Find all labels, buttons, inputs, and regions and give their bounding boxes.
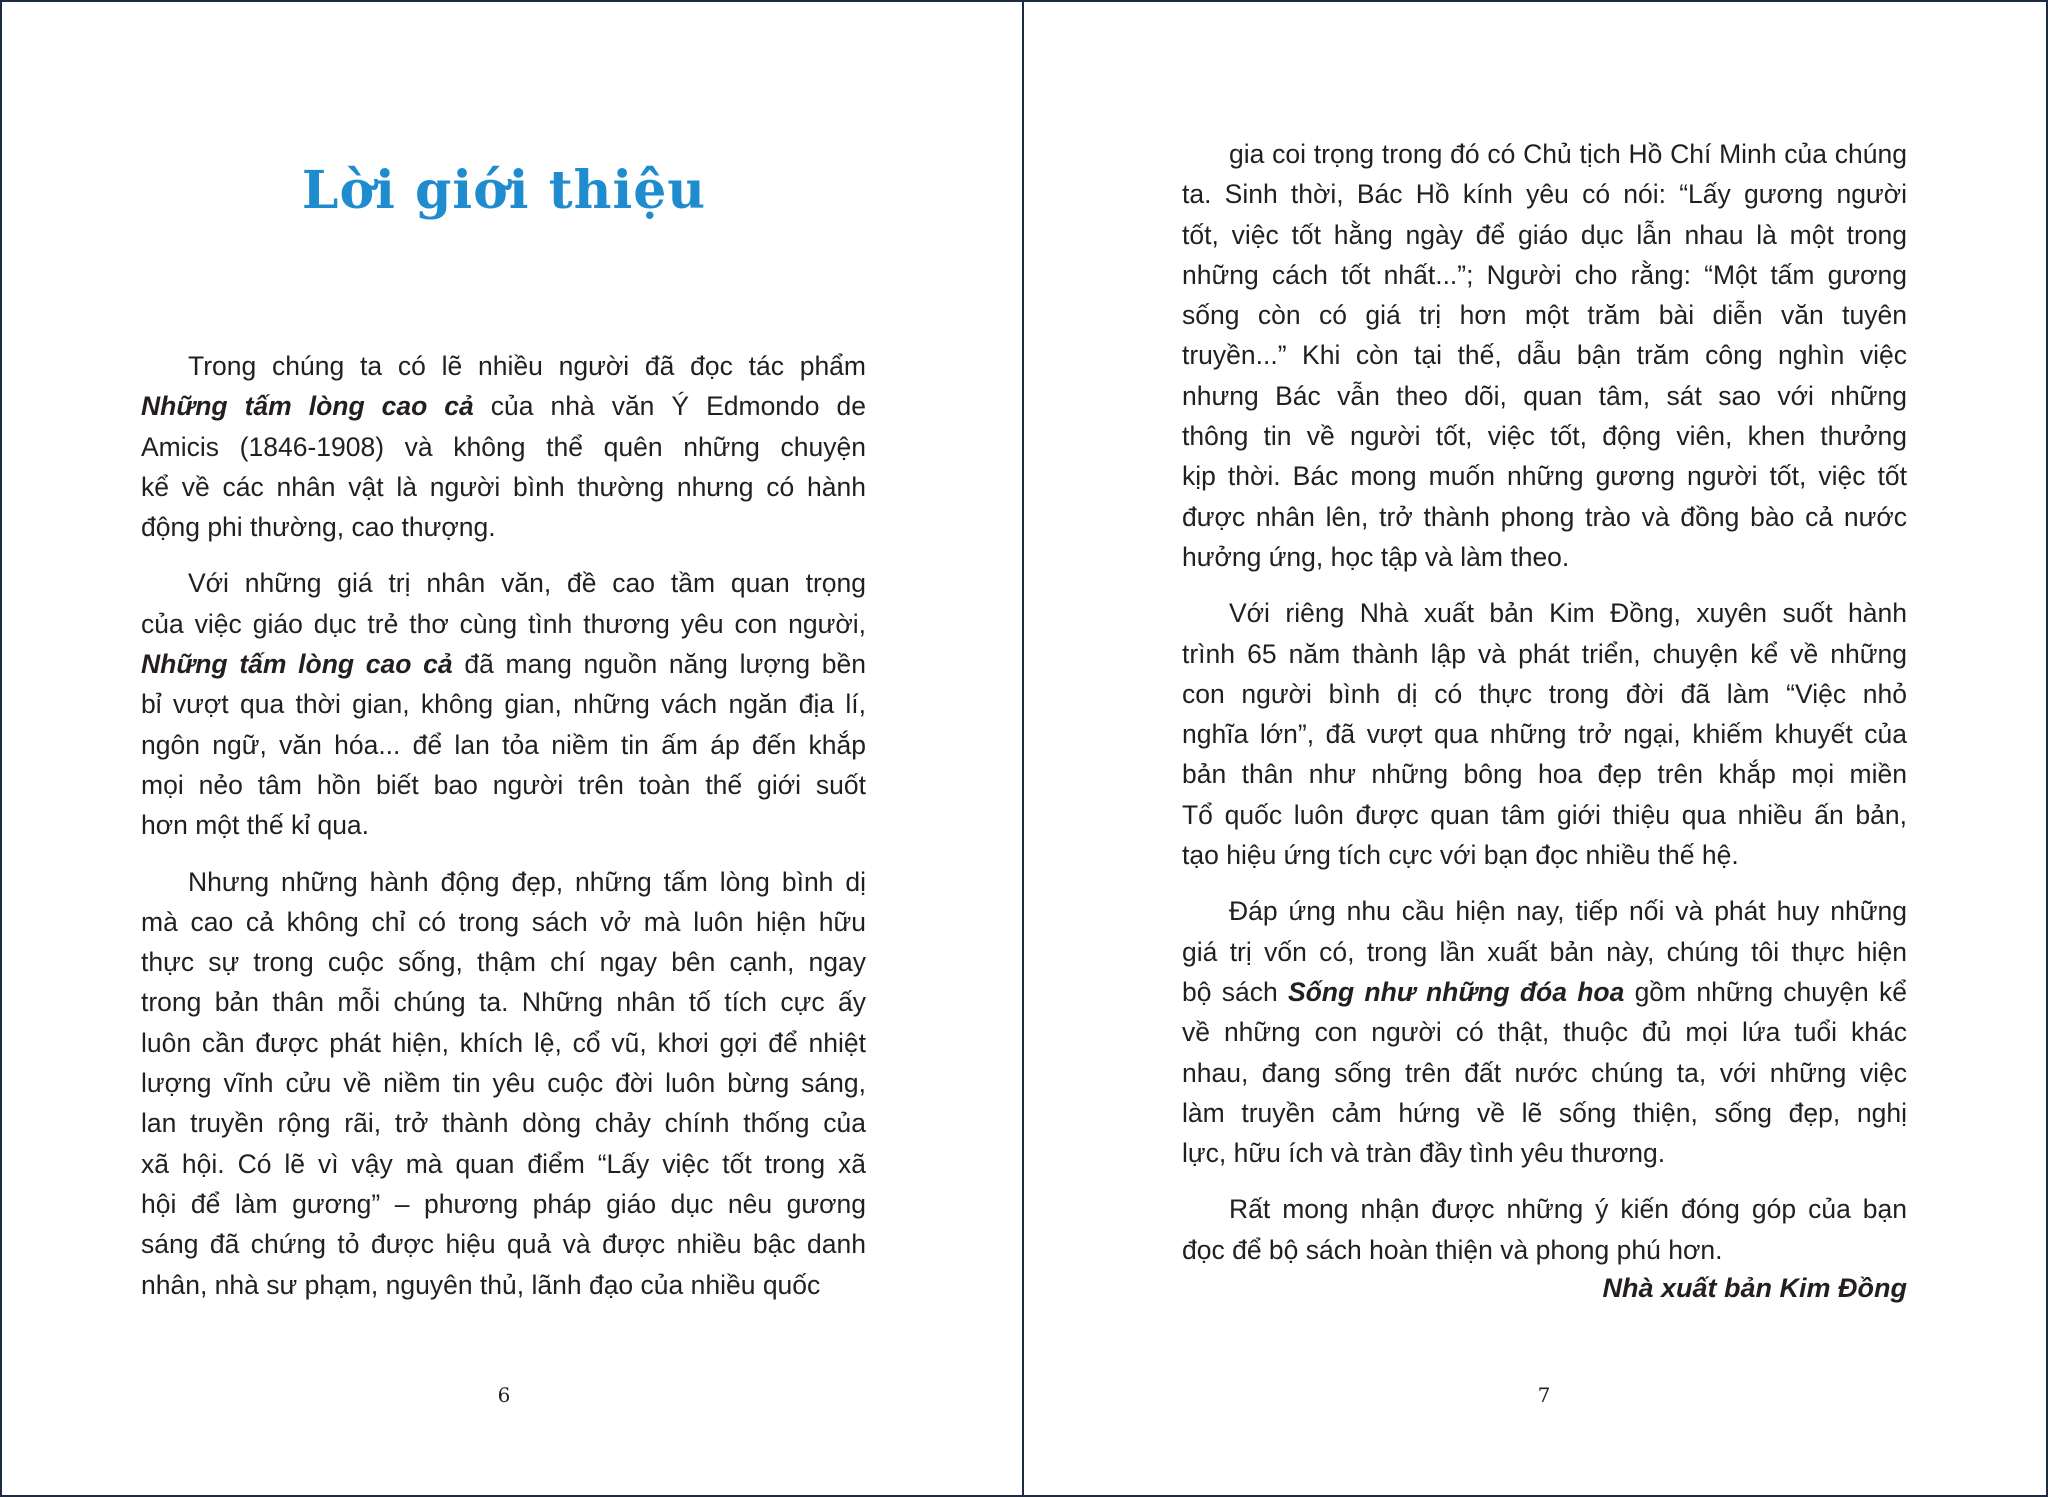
text-segment: Rất mong nhận được những ý kiến đóng góp của bạn bbox=[1229, 1194, 1907, 1225]
text-line bbox=[1182, 634, 1907, 674]
text-line bbox=[141, 942, 866, 982]
text-segment: mà cao cả không chỉ có trong sách vở mà luôn hiện hữu bbox=[141, 906, 866, 937]
text-segment: làm truyền cảm hứng về lẽ sống thiện, sống đẹp, nghị bbox=[1182, 1097, 1907, 1128]
text-segment: những cách tốt nhất...”; Người cho rằng: “Một tấm gương bbox=[1182, 259, 1907, 290]
paragraph bbox=[141, 862, 866, 1305]
text-line bbox=[1182, 593, 1907, 633]
text-line bbox=[141, 1103, 866, 1143]
text-segment: truyền...” Khi còn tại thế, dẫu bận trăm công nghìn việc bbox=[1182, 340, 1907, 371]
text-segment: sống còn có giá trị hơn một trăm bài diễn văn tuyên bbox=[1182, 300, 1907, 331]
book-spine-divider bbox=[1022, 0, 1024, 1497]
text-segment: hội để làm gương” – phương pháp giáo dục nêu gương bbox=[141, 1188, 866, 1219]
text-segment: Amicis (1846-1908) và không thể quên những chuyện bbox=[141, 431, 866, 462]
text-line bbox=[1182, 1093, 1907, 1133]
text-line bbox=[1182, 174, 1907, 214]
text-line bbox=[141, 765, 866, 805]
text-segment: Tổ quốc luôn được quan tâm giới thiệu qua nhiều ấn bản, bbox=[1182, 799, 1907, 830]
text-segment: xã hội. Có lẽ vì vậy mà quan điểm “Lấy việc tốt trong xã bbox=[141, 1148, 866, 1179]
text-segment: luôn cần được phát hiện, khích lệ, cổ vũ, khơi gợi để nhiệt bbox=[141, 1027, 866, 1058]
page-number-right: 7 bbox=[1537, 1383, 1551, 1407]
text-segment: gồm những chuyện kể bbox=[1624, 976, 1907, 1007]
text-segment: Với những giá trị nhân văn, đề cao tầm quan trọng bbox=[188, 568, 866, 599]
publisher-signature: Nhà xuất bản Kim Đồng bbox=[1602, 1273, 1907, 1303]
text-segment: lượng vĩnh cửu về niềm tin yêu cuộc đời luôn bừng sáng, bbox=[141, 1068, 866, 1099]
text-segment: hơn một thế kỉ qua. bbox=[141, 810, 370, 841]
text-line bbox=[1182, 1230, 1907, 1270]
text-line bbox=[141, 507, 866, 547]
text-segment: thông tin về người tốt, việc tốt, động viên, khen thưởng bbox=[1182, 421, 1907, 452]
text-line bbox=[1182, 1053, 1907, 1093]
right-page-body bbox=[1182, 134, 1907, 1286]
text-segment: nhân, nhà sư phạm, nguyên thủ, lãnh đạo của nhiều quốc bbox=[141, 1269, 821, 1300]
text-line bbox=[141, 862, 866, 902]
text-segment: giá trị vốn có, trong lần xuất bản này, chúng tôi thực hiện bbox=[1182, 936, 1907, 967]
text-segment: được nhân lên, trở thành phong trào và đồng bào cả nước bbox=[1182, 501, 1907, 532]
text-line bbox=[1182, 134, 1907, 174]
text-segment: Với riêng Nhà xuất bản Kim Đồng, xuyên suốt hành bbox=[1229, 598, 1907, 629]
text-segment: về những con người có thật, thuộc đủ mọi lứa tuổi khác bbox=[1182, 1017, 1907, 1048]
left-page-body bbox=[141, 346, 866, 1321]
paragraph bbox=[141, 563, 866, 845]
text-segment: động phi thường, cao thượng. bbox=[141, 512, 496, 543]
page-title: Lời giới thiệu bbox=[301, 160, 707, 221]
text-segment: lan truyền rộng rãi, trở thành dòng chảy chính thống của bbox=[141, 1108, 866, 1139]
text-segment: nhau, đang sống trên đất nước chúng ta, với những việc bbox=[1182, 1057, 1907, 1088]
text-segment: nhưng Bác vẫn theo dõi, quan tâm, sát sao với những bbox=[1182, 380, 1907, 411]
text-line bbox=[1182, 891, 1907, 931]
text-segment: trình 65 năm thành lập và phát triển, chuyện kể về những bbox=[1182, 638, 1907, 669]
text-line bbox=[1182, 416, 1907, 456]
text-segment: kể về các nhân vật là người bình thường nhưng có hành bbox=[141, 471, 866, 502]
text-segment: sáng đã chứng tỏ được hiệu quả và được nhiều bậc danh bbox=[141, 1229, 866, 1260]
text-line bbox=[141, 1184, 866, 1224]
text-segment: tạo hiệu ứng tích cực với bạn đọc nhiều thế hệ. bbox=[1182, 840, 1739, 871]
text-line bbox=[1182, 497, 1907, 537]
text-segment: bộ sách bbox=[1182, 976, 1288, 1007]
text-line bbox=[141, 1144, 866, 1184]
text-segment: mọi nẻo tâm hồn biết bao người trên toàn thế giới suốt bbox=[141, 769, 866, 800]
text-line bbox=[141, 386, 866, 426]
text-line bbox=[141, 346, 866, 386]
text-segment: bản thân như những bông hoa đẹp trên khắp mọi miền bbox=[1182, 759, 1907, 790]
text-line bbox=[141, 982, 866, 1022]
text-segment: của việc giáo dục trẻ thơ cùng tình thương yêu con người, bbox=[141, 608, 866, 639]
text-line bbox=[141, 902, 866, 942]
text-line bbox=[1182, 335, 1907, 375]
book-title-emphasis: Sống như những đóa hoa bbox=[1287, 976, 1625, 1007]
text-line bbox=[1182, 674, 1907, 714]
text-line bbox=[1182, 456, 1907, 496]
page-number-left: 6 bbox=[497, 1383, 511, 1407]
text-line bbox=[1182, 255, 1907, 295]
text-segment: thực sự trong cuộc sống, thậm chí ngay bên cạnh, ngay bbox=[141, 947, 866, 978]
text-segment: ngôn ngữ, văn hóa... để lan tỏa niềm tin ấm áp đến khắp bbox=[141, 729, 866, 760]
text-line bbox=[1182, 972, 1907, 1012]
text-line bbox=[1182, 376, 1907, 416]
text-line bbox=[1182, 932, 1907, 972]
text-line bbox=[1182, 537, 1907, 577]
text-line bbox=[1182, 295, 1907, 335]
text-segment: hưởng ứng, học tập và làm theo. bbox=[1182, 541, 1570, 572]
text-line bbox=[141, 684, 866, 724]
text-segment: tốt, việc tốt hằng ngày để giáo dục lẫn nhau là một trong bbox=[1182, 219, 1907, 250]
paragraph bbox=[1182, 1189, 1907, 1270]
text-line bbox=[141, 563, 866, 603]
text-line bbox=[1182, 714, 1907, 754]
text-line bbox=[141, 644, 866, 684]
paragraph bbox=[1182, 134, 1907, 577]
text-line bbox=[141, 805, 866, 845]
text-line bbox=[1182, 1133, 1907, 1173]
text-line bbox=[141, 1224, 866, 1264]
text-line bbox=[1182, 1012, 1907, 1052]
text-segment: của nhà văn Ý Edmondo de bbox=[473, 391, 866, 422]
paragraph bbox=[141, 346, 866, 547]
text-segment: nghĩa lớn”, đã vượt qua những trở ngại, khiếm khuyết của bbox=[1182, 719, 1907, 750]
text-segment: gia coi trọng trong đó có Chủ tịch Hồ Chí Minh của chúng bbox=[1229, 139, 1907, 169]
text-line bbox=[141, 604, 866, 644]
text-segment: Nhưng những hành động đẹp, những tấm lòng bình dị bbox=[188, 866, 866, 897]
text-line bbox=[141, 1063, 866, 1103]
text-line bbox=[1182, 1189, 1907, 1229]
text-segment: kịp thời. Bác mong muốn những gương người tốt, việc tốt bbox=[1182, 461, 1907, 492]
paragraph bbox=[1182, 891, 1907, 1173]
text-segment: bỉ vượt qua thời gian, không gian, những vách ngăn địa lí, bbox=[141, 689, 866, 720]
text-line bbox=[1182, 795, 1907, 835]
book-title-emphasis: Những tấm lòng cao cả bbox=[141, 649, 453, 680]
text-line bbox=[141, 427, 866, 467]
text-line bbox=[141, 725, 866, 765]
text-segment: đã mang nguồn năng lượng bền bbox=[452, 649, 866, 680]
text-line bbox=[1182, 835, 1907, 875]
text-segment: đọc để bộ sách hoàn thiện và phong phú hơn. bbox=[1182, 1234, 1723, 1265]
text-segment: Đáp ứng nhu cầu hiện nay, tiếp nối và phát huy những bbox=[1229, 896, 1907, 927]
text-segment: ta. Sinh thời, Bác Hồ kính yêu có nói: “Lấy gương người bbox=[1182, 179, 1907, 210]
text-line bbox=[141, 467, 866, 507]
text-segment: lực, hữu ích và tràn đầy tình yêu thương. bbox=[1182, 1138, 1666, 1169]
text-line bbox=[1182, 754, 1907, 794]
text-segment: Trong chúng ta có lẽ nhiều người đã đọc tác phẩm bbox=[188, 351, 866, 381]
book-title-emphasis: Những tấm lòng cao cả bbox=[141, 391, 474, 422]
text-segment: trong bản thân mỗi chúng ta. Những nhân tố tích cực ấy bbox=[141, 987, 866, 1018]
text-line bbox=[141, 1265, 866, 1305]
text-line bbox=[141, 1023, 866, 1063]
paragraph bbox=[1182, 593, 1907, 875]
text-line bbox=[1182, 215, 1907, 255]
text-segment: con người bình dị có thực trong đời đã làm “Việc nhỏ bbox=[1182, 678, 1907, 709]
